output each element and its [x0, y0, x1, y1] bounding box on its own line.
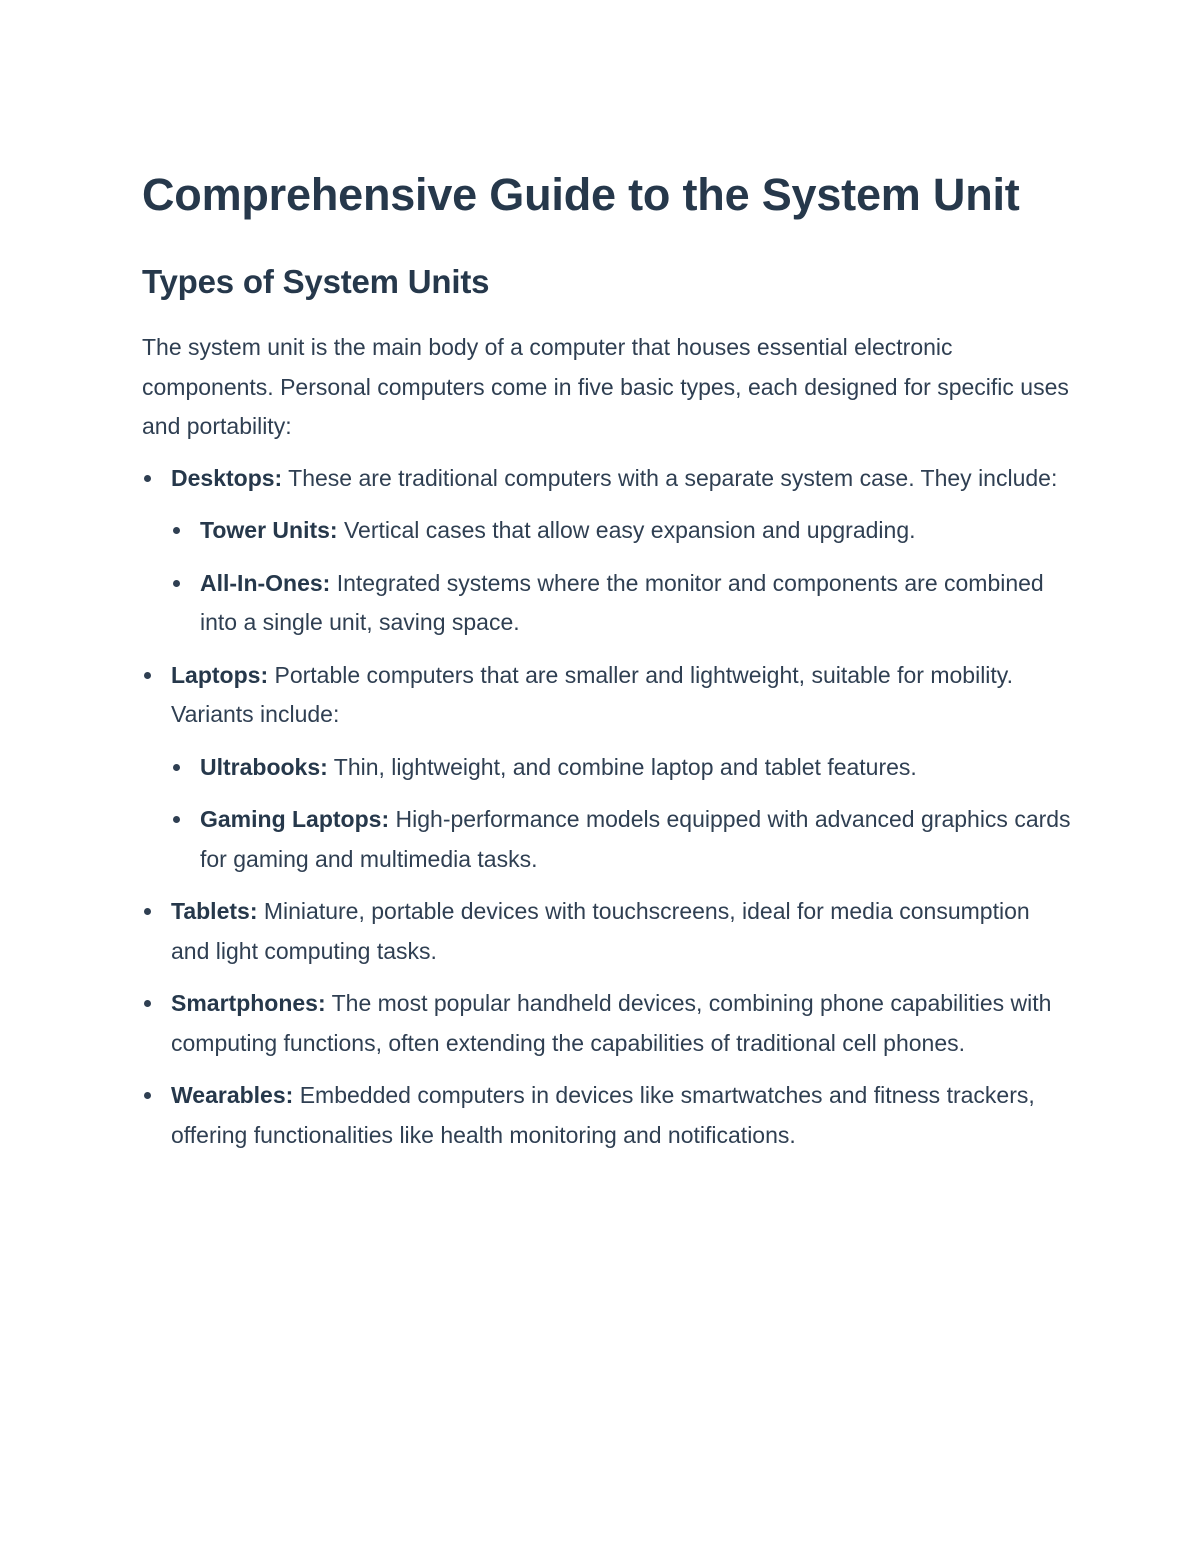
page-title: Comprehensive Guide to the System Unit — [142, 169, 1020, 220]
sub-item-gaming-laptops — [171, 800, 1072, 879]
list-item-text: These are traditional computers with a separate system case. They include: — [282, 464, 1058, 491]
sub-item-term: All-In-Ones: — [200, 569, 331, 596]
sub-item-text: Vertical cases that allow easy expansion and upgrading. — [337, 517, 916, 543]
sub-item-tower-units — [171, 511, 1072, 551]
desktops-sublist — [171, 511, 1072, 643]
sub-item-term: Gaming Laptops: — [200, 806, 390, 832]
laptops-sublist — [171, 748, 1072, 880]
sub-item-text: Integrated systems where the monitor and components are combined into a single unit, saving space. — [200, 569, 1044, 635]
list-item-term: Desktops: — [171, 464, 283, 491]
list-item-tablets — [142, 892, 1072, 971]
list-item-text: Embedded computers in devices like smartwatches and fitness trackers, offering functionalities like health monitoring and notifications. — [171, 1082, 1035, 1148]
list-item-text: Portable computers that are smaller and lightweight, suitable for mobility. Variants include: — [171, 661, 1013, 727]
list-item-term: Wearables: — [171, 1082, 294, 1108]
sub-item-ultrabooks — [171, 748, 1072, 788]
types-list — [142, 459, 1072, 1156]
section-heading: Types of System Units — [142, 263, 490, 300]
list-item-smartphones — [142, 984, 1072, 1063]
list-item-desktops — [142, 459, 1072, 643]
sub-item-text: High-performance models equipped with advanced graphics cards for gaming and multimedia tasks. — [200, 806, 1071, 872]
list-item-text: The most popular handheld devices, combining phone capabilities with computing functions, often extending the capabilities of traditional cell phones. — [171, 990, 1052, 1056]
list-item-term: Tablets: — [171, 898, 258, 924]
list-item-wearables — [142, 1076, 1072, 1155]
sub-item-text: Thin, lightweight, and combine laptop and tablet features. — [327, 753, 917, 780]
sub-item-term: Ultrabooks: — [200, 753, 328, 780]
list-item-term: Smartphones: — [171, 990, 326, 1016]
sub-item-term: Tower Units: — [200, 517, 338, 543]
sub-item-all-in-ones — [171, 564, 1072, 643]
intro-paragraph: The system unit is the main body of a computer that houses essential electronic components. Personal computers come in five basic types, each designed for specific uses and portability: — [142, 334, 1069, 439]
document-content — [142, 164, 1072, 1168]
list-item-laptops — [142, 656, 1072, 880]
list-item-text: Miniature, portable devices with touchscreens, ideal for media consumption and light computing tasks. — [171, 898, 1030, 964]
list-item-term: Laptops: — [171, 661, 269, 688]
